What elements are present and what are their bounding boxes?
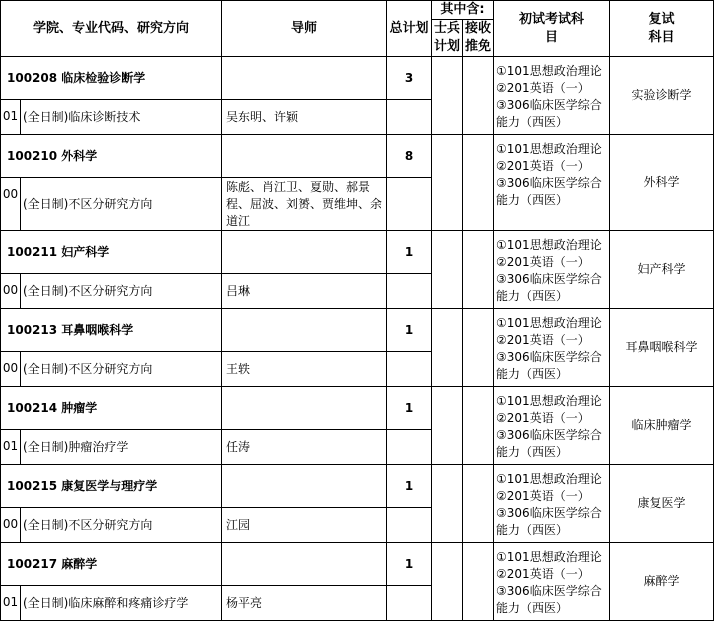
exam-subject: ②201英语（一） (496, 489, 590, 503)
total-plan-value: 3 (387, 57, 432, 100)
prelim-subjects (494, 231, 610, 309)
exam-subject: ②201英语（一） (496, 411, 590, 425)
prelim-subjects (494, 465, 610, 543)
recommend-value (463, 231, 494, 309)
direction-name: (全日制)肿瘤治疗学 (21, 430, 222, 465)
exam-subject: 能力（西医） (496, 523, 569, 537)
retest-subject: 麻醉学 (610, 543, 714, 621)
direction-total-empty (387, 100, 432, 135)
tutor-names: 杨平亮 (222, 586, 387, 621)
direction-total-empty (387, 274, 432, 309)
header-tutor: 导师 (222, 1, 387, 57)
major-row (1, 543, 714, 586)
major-name: 100215 康复医学与理疗学 (1, 465, 222, 508)
tutor-names: 王轶 (222, 352, 387, 387)
exam-subject: ②201英语（一） (496, 81, 590, 95)
major-name: 100210 外科学 (1, 135, 222, 178)
direction-code: 01 (1, 586, 21, 621)
recommend-value (463, 465, 494, 543)
direction-name: (全日制)不区分研究方向 (21, 274, 222, 309)
exam-subject: 能力（西医） (496, 115, 569, 129)
major-row (1, 231, 714, 274)
exam-subject: ①101思想政治理论 (496, 316, 602, 330)
prelim-subjects (494, 543, 610, 621)
major-tutor-empty (222, 543, 387, 586)
total-plan-value: 1 (387, 387, 432, 430)
soldier-plan-value (432, 57, 463, 135)
major-row (1, 57, 714, 100)
major-tutor-empty (222, 387, 387, 430)
direction-code: 01 (1, 100, 21, 135)
total-plan-value: 1 (387, 309, 432, 352)
major-row (1, 309, 714, 352)
exam-subject: ①101思想政治理论 (496, 64, 602, 78)
exam-subject: ①101思想政治理论 (496, 472, 602, 486)
header-recommend: 接收推免 (463, 20, 494, 57)
direction-total-empty (387, 352, 432, 387)
prelim-subjects (494, 57, 610, 135)
major-tutor-empty (222, 465, 387, 508)
major-tutor-empty (222, 57, 387, 100)
tutor-names: 陈彪、肖江卫、夏勋、郝景程、屈波、刘赟、贾维坤、余道江 (222, 178, 387, 231)
exam-subject: ①101思想政治理论 (496, 550, 602, 564)
direction-name: (全日制)不区分研究方向 (21, 352, 222, 387)
exam-subject: ①101思想政治理论 (496, 142, 602, 156)
major-tutor-empty (222, 309, 387, 352)
header-prelim: 初试考试科目 (494, 1, 610, 57)
direction-code: 01 (1, 430, 21, 465)
header-soldier-plan: 士兵计划 (432, 20, 463, 57)
major-row (1, 465, 714, 508)
total-plan-value: 8 (387, 135, 432, 178)
exam-subject: ②201英语（一） (496, 255, 590, 269)
tutor-names: 吴东明、许颖 (222, 100, 387, 135)
retest-subject: 外科学 (610, 135, 714, 231)
soldier-plan-value (432, 309, 463, 387)
direction-total-empty (387, 178, 432, 231)
header-retest: 复试科目 (610, 1, 714, 57)
retest-subject: 康复医学 (610, 465, 714, 543)
direction-name: (全日制)不区分研究方向 (21, 178, 222, 231)
exam-subject: ③306临床医学综合 (496, 350, 602, 364)
soldier-plan-value (432, 387, 463, 465)
prelim-subjects (494, 309, 610, 387)
recommend-value (463, 57, 494, 135)
major-name: 100214 肿瘤学 (1, 387, 222, 430)
exam-subject: ③306临床医学综合 (496, 506, 602, 520)
direction-code: 00 (1, 178, 21, 231)
exam-subject: ③306临床医学综合 (496, 428, 602, 442)
exam-subject: 能力（西医） (496, 445, 569, 459)
total-plan-value: 1 (387, 543, 432, 586)
direction-name: (全日制)临床麻醉和疼痛诊疗学 (21, 586, 222, 621)
exam-subject: 能力（西医） (496, 193, 569, 207)
exam-subject: 能力（西医） (496, 601, 569, 615)
major-row (1, 387, 714, 430)
major-tutor-empty (222, 135, 387, 178)
tutor-names: 江园 (222, 508, 387, 543)
exam-subject: ③306临床医学综合 (496, 176, 602, 190)
recommend-value (463, 309, 494, 387)
header-total-plan: 总计划 (387, 1, 432, 57)
major-tutor-empty (222, 231, 387, 274)
tutor-names: 吕琳 (222, 274, 387, 309)
recommend-value (463, 387, 494, 465)
exam-subject: ③306临床医学综合 (496, 584, 602, 598)
total-plan-value: 1 (387, 465, 432, 508)
major-name: 100213 耳鼻咽喉科学 (1, 309, 222, 352)
retest-subject: 临床肿瘤学 (610, 387, 714, 465)
exam-subject: ①101思想政治理论 (496, 238, 602, 252)
exam-subject: 能力（西医） (496, 367, 569, 381)
retest-subject: 实验诊断学 (610, 57, 714, 135)
direction-name: (全日制)临床诊断技术 (21, 100, 222, 135)
direction-code: 00 (1, 352, 21, 387)
exam-subject: ③306临床医学综合 (496, 272, 602, 286)
retest-subject: 妇产科学 (610, 231, 714, 309)
direction-name: (全日制)不区分研究方向 (21, 508, 222, 543)
recommend-value (463, 135, 494, 231)
exam-subject: ②201英语（一） (496, 567, 590, 581)
total-plan-value: 1 (387, 231, 432, 274)
major-name: 100211 妇产科学 (1, 231, 222, 274)
header-college-major: 学院、专业代码、研究方向 (1, 1, 222, 57)
header-including: 其中含: (432, 1, 494, 20)
prelim-subjects (494, 387, 610, 465)
soldier-plan-value (432, 465, 463, 543)
exam-subject: ③306临床医学综合 (496, 98, 602, 112)
tutor-names: 任涛 (222, 430, 387, 465)
major-name: 100217 麻醉学 (1, 543, 222, 586)
direction-total-empty (387, 508, 432, 543)
major-name: 100208 临床检验诊断学 (1, 57, 222, 100)
prelim-subjects (494, 135, 610, 231)
exam-subject: 能力（西医） (496, 289, 569, 303)
major-row (1, 135, 714, 178)
exam-subject: ②201英语（一） (496, 333, 590, 347)
exam-subject: ②201英语（一） (496, 159, 590, 173)
soldier-plan-value (432, 231, 463, 309)
direction-total-empty (387, 430, 432, 465)
soldier-plan-value (432, 135, 463, 231)
retest-subject: 耳鼻咽喉科学 (610, 309, 714, 387)
soldier-plan-value (432, 543, 463, 621)
direction-code: 00 (1, 508, 21, 543)
exam-subject: ①101思想政治理论 (496, 394, 602, 408)
recommend-value (463, 543, 494, 621)
direction-total-empty (387, 586, 432, 621)
direction-code: 00 (1, 274, 21, 309)
